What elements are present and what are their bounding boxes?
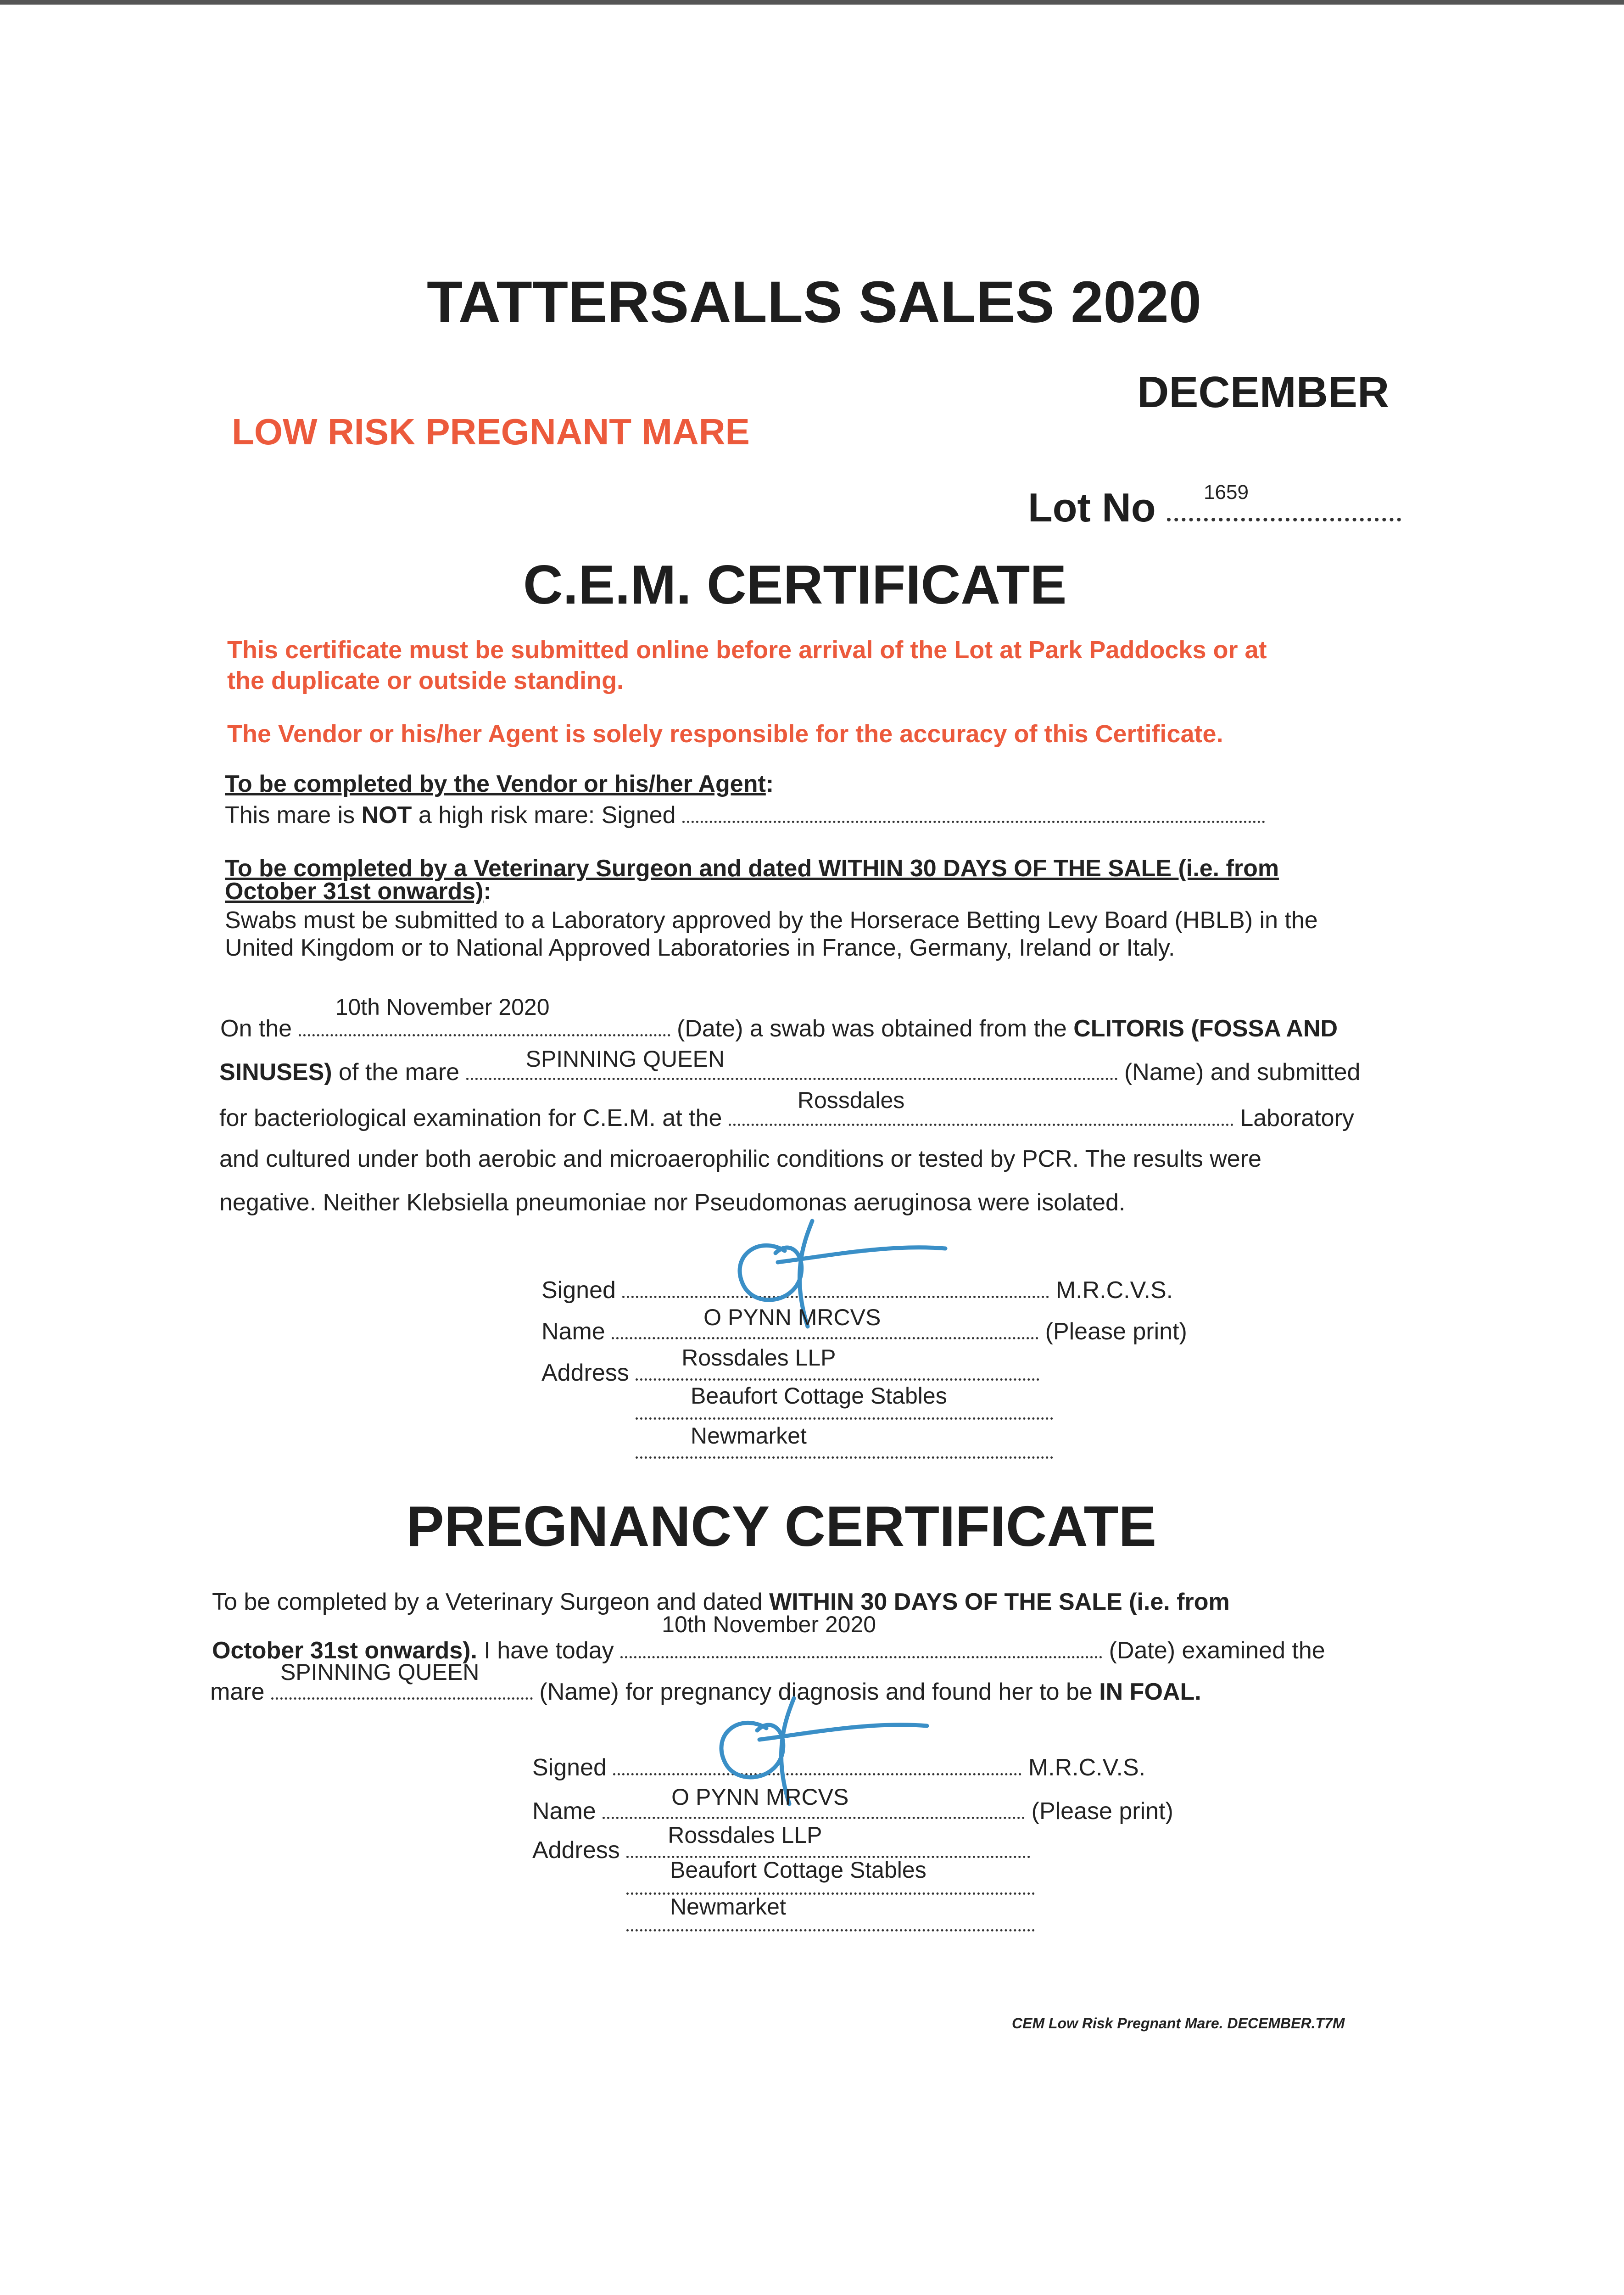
laboratory-row: for bacteriological examination for C.E.M. at the Rossdales Laboratory [219,1087,1354,1131]
mare-category: LOW RISK PREGNANT MARE [232,411,750,452]
swab-mare-name-field[interactable] [466,1046,1118,1080]
laboratory-name-field[interactable] [729,1087,1233,1126]
form-reference-code: CEM Low Risk Pregnant Mare. DECEMBER.T7M [1012,2015,1345,2032]
pregnancy-signed-row: Signed M.R.C.V.S. [532,1751,1145,1781]
pregnancy-address-2-value: Beaufort Cottage Stables [670,1857,926,1883]
vendor-declaration: This mare is NOT a high risk mare: Signed [225,799,1265,829]
swab-date-field[interactable] [299,994,670,1036]
pregnancy-mare-name-value: SPINNING QUEEN [280,1659,480,1685]
swab-mare-row: SINUSES) of the mare SPINNING QUEEN (Name) and submitted [219,1046,1361,1086]
lot-number-value: 1659 [1204,481,1249,504]
cem-address-line-3[interactable] [636,1423,1053,1459]
pregnancy-date-row: October 31st onwards). I have today 10th November 2020 (Date) examined the [212,1612,1325,1664]
submission-warning-cont: the duplicate or outside standing. [227,667,624,694]
pregnancy-mare-name-field[interactable] [271,1659,533,1700]
culture-statement: and cultured under both aerobic and microaerophilic conditions or tested by PCR. The results were [219,1146,1261,1172]
pregnancy-mare-row: mare SPINNING QUEEN (Name) for pregnancy diagnosis and found her to be IN FOAL. [210,1659,1201,1705]
negative-result-statement: negative. Neither Klebsiella pneumoniae nor Pseudomonas aeruginosa were isolated. [219,1189,1126,1216]
vendor-signature-line[interactable] [682,799,1265,823]
lot-number-row [1028,481,1401,531]
swab-date-value: 10th November 2020 [335,994,550,1020]
page-title: TATTERSALLS SALES 2020 [427,269,1201,335]
lot-label: Lot No [1028,485,1156,530]
swab-requirements-cont: United Kingdom or to National Approved Laboratories in France, Germany, Ireland or Italy. [225,935,1175,961]
pregnancy-certificate-title: PREGNANCY CERTIFICATE [406,1495,1157,1558]
cem-vet-name-value: O PYNN MRCVS [703,1304,881,1330]
sale-month: DECEMBER [1137,368,1390,417]
pregnancy-instructions: To be completed by a Veterinary Surgeon and dated WITHIN 30 DAYS OF THE SALE (i.e. from [212,1589,1230,1615]
cem-certificate-title: C.E.M. CERTIFICATE [523,554,1067,616]
vendor-section-heading: To be completed by the Vendor or his/her Agent: [225,771,774,797]
swab-mare-name-value: SPINNING QUEEN [525,1046,725,1072]
pregnancy-date-field[interactable] [620,1612,1102,1658]
pregnancy-vet-name-value: O PYNN MRCVS [671,1784,849,1810]
cem-address-line-2[interactable] [636,1383,1053,1420]
vet-section-heading: To be completed by a Veterinary Surgeon and dated WITHIN 30 DAYS OF THE SALE (i.e. from [225,855,1279,882]
vet-section-heading-cont: October 31st onwards): [225,878,491,905]
cem-address-row-3 [636,1423,1053,1465]
submission-warning: This certificate must be submitted online before arrival of the Lot at Park Paddocks or at [227,636,1267,664]
cem-signed-row: Signed M.R.C.V.S. [541,1274,1173,1304]
pregnancy-name-row: Name O PYNN MRCVS (Please print) [532,1784,1173,1825]
pregnancy-address-row-3 [626,1894,1035,1937]
pregnancy-address-1-value: Rossdales LLP [668,1822,822,1848]
responsibility-warning: The Vendor or his/her Agent is solely responsible for the accuracy of this Certificate. [227,720,1223,748]
cem-address-row: Address Rossdales LLP [541,1356,1039,1387]
cem-name-row: Name O PYNN MRCVS (Please print) [541,1304,1187,1345]
pregnancy-address-row: Address Rossdales LLP [532,1834,1030,1864]
pregnancy-address-3-value: Newmarket [670,1894,786,1920]
lot-number-line [1167,481,1401,521]
pregnancy-date-value: 10th November 2020 [662,1612,876,1637]
laboratory-name-value: Rossdales [797,1087,905,1113]
cem-address-row-2 [636,1383,1053,1426]
scan-top-border [0,0,1624,5]
cem-address-2-value: Beaufort Cottage Stables [691,1383,947,1409]
cem-address-1-value: Rossdales LLP [681,1345,836,1371]
swab-requirements: Swabs must be submitted to a Laboratory approved by the Horserace Betting Levy Board (HBLB) in the [225,907,1318,934]
swab-date-row: On the 10th November 2020 (Date) a swab was obtained from the CLITORIS (FOSSA AND [220,994,1338,1042]
cem-address-3-value: Newmarket [691,1423,807,1449]
pregnancy-address-line-3[interactable] [626,1894,1035,1931]
pregnancy-address-line-2[interactable] [626,1857,1035,1895]
